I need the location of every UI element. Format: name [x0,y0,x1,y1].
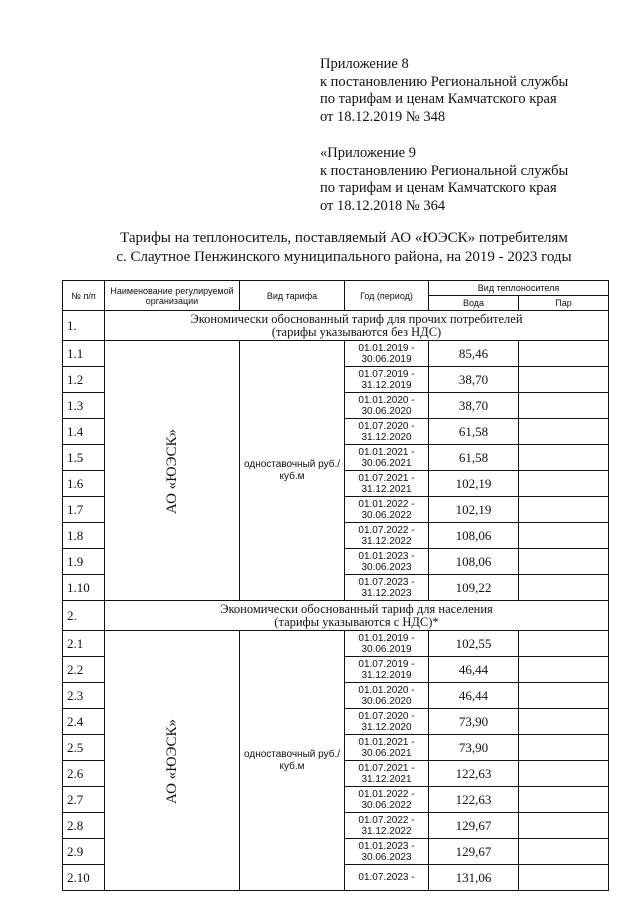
steam-value [519,575,609,601]
steam-value [519,631,609,657]
section-title: Экономически обоснованный тариф для населения [220,601,493,616]
title-line: Тарифы на теплоноситель, поставляемый АО «ЮЭСК» потребителям [120,230,568,246]
section-row [63,311,609,341]
row-num: 2.1 [63,631,105,657]
period-cell: 01.07.2019 - 31.12.2019 [345,367,429,393]
period-cell: 01.07.2023 - 31.12.2023 [345,575,429,601]
appendix-line: по тарифам и ценам Камчатского края [320,180,557,196]
period-cell: 01.01.2019 - 30.06.2019 [345,341,429,367]
water-value: 122,63 [429,787,519,813]
row-num: 2.5 [63,735,105,761]
period-cell: 01.07.2021 - 31.12.2021 [345,761,429,787]
row-num: 2.3 [63,683,105,709]
row-num: 2.10 [63,865,105,891]
period-cell: 01.01.2019 - 30.06.2019 [345,631,429,657]
section-row [63,601,609,631]
period-cell: 01.07.2022 - 31.12.2022 [345,523,429,549]
tariff-table [62,280,609,891]
period-cell: 01.07.2023 - [345,865,429,891]
steam-value [519,419,609,445]
title-line: с. Слаутное Пенжинского муниципального района, на 2019 - 2023 годы [116,249,572,265]
period-cell: 01.01.2021 - 30.06.2021 [345,735,429,761]
steam-value [519,683,609,709]
row-num: 1.6 [63,471,105,497]
steam-value [519,393,609,419]
row-num: 1.1 [63,341,105,367]
row-num: 1.7 [63,497,105,523]
table-body [63,311,609,891]
appendix-line: к постановлению Региональной службы [320,162,569,179]
steam-value [519,471,609,497]
water-value: 102,19 [429,471,519,497]
water-value: 109,22 [429,575,519,601]
document-title [64,229,624,267]
row-num: 2.8 [63,813,105,839]
steam-value [519,865,609,891]
org-name: АО «ЮЭСК» [163,428,180,514]
period-cell: 01.01.2021 - 30.06.2021 [345,445,429,471]
steam-value [519,813,609,839]
row-num: 1.10 [63,575,105,601]
appendix-line: от 18.12.2018 № 364 [320,197,446,214]
water-value: 61,58 [429,419,519,445]
appendix-header-old [320,145,568,215]
section-note: (тарифы указываются без НДС) [271,324,442,339]
row-num: 2.6 [63,761,105,787]
period-cell: 01.07.2022 - 31.12.2022 [345,813,429,839]
section-title-cell [105,311,609,341]
org-cell [105,341,240,601]
water-value: 38,70 [429,367,519,393]
period-cell: 01.01.2023 - 30.06.2023 [345,839,429,865]
steam-value [519,761,609,787]
appendix-line: Приложение 8 [320,56,409,72]
appendix-line: от 18.12.2019 № 348 [320,108,446,125]
row-num: 1.2 [63,367,105,393]
section-title-cell [105,601,609,631]
org-name: АО «ЮЭСК» [163,718,180,804]
period-cell: 01.07.2020 - 31.12.2020 [345,709,429,735]
row-num: 2.9 [63,839,105,865]
water-value: 122,63 [429,761,519,787]
water-value: 108,06 [429,523,519,549]
steam-value [519,549,609,575]
steam-value [519,523,609,549]
water-value: 131,06 [429,865,519,891]
row-num: 1.5 [63,445,105,471]
water-value: 46,44 [429,683,519,709]
steam-value [519,709,609,735]
water-value: 61,58 [429,445,519,471]
row-num: 1.8 [63,523,105,549]
period-cell: 01.01.2020 - 30.06.2020 [345,683,429,709]
steam-value [519,367,609,393]
appendix-line: к постановлению Региональной службы [320,73,569,90]
water-value: 73,90 [429,735,519,761]
steam-value [519,497,609,523]
period-cell: 01.01.2020 - 30.06.2020 [345,393,429,419]
table-row [63,631,609,657]
period-cell: 01.07.2019 - 31.12.2019 [345,657,429,683]
steam-value [519,341,609,367]
water-value: 129,67 [429,813,519,839]
water-value: 85,46 [429,341,519,367]
row-num: 1.3 [63,393,105,419]
steam-value [519,735,609,761]
header-org: Наименование регулируемой организации [105,281,240,311]
header-period: Год (период) [345,281,429,311]
period-cell: 01.07.2021 - 31.12.2021 [345,471,429,497]
steam-value [519,787,609,813]
steam-value [519,445,609,471]
row-num: 2.7 [63,787,105,813]
row-num: 2.2 [63,657,105,683]
water-value: 129,67 [429,839,519,865]
section-num: 2. [63,601,105,631]
period-cell: 01.01.2022 - 30.06.2022 [345,497,429,523]
row-num: 1.4 [63,419,105,445]
table-row [63,341,609,367]
tariff-type-cell: одноставочный руб./куб.м [240,341,345,601]
section-title: Экономически обоснованный тариф для прочих потребителей [190,311,523,326]
org-cell [105,631,240,891]
header-steam: Пар [519,296,609,311]
water-value: 102,55 [429,631,519,657]
water-value: 73,90 [429,709,519,735]
steam-value [519,657,609,683]
header-water: Вода [429,296,519,311]
water-value: 46,44 [429,657,519,683]
section-num: 1. [63,311,105,341]
period-cell: 01.01.2023 - 30.06.2023 [345,549,429,575]
appendix-line: «Приложение 9 [320,145,416,161]
row-num: 2.4 [63,709,105,735]
water-value: 38,70 [429,393,519,419]
water-value: 108,06 [429,549,519,575]
appendix-header-new [320,56,568,126]
period-cell: 01.07.2020 - 31.12.2020 [345,419,429,445]
appendix-line: по тарифам и ценам Камчатского края [320,91,557,107]
section-note: (тарифы указываются с НДС)* [274,614,439,629]
header-tariff-type: Вид тарифа [240,281,345,311]
tariff-type-cell: одноставочный руб./куб.м [240,631,345,891]
header-carrier: Вид теплоносителя [429,281,609,296]
row-num: 1.9 [63,549,105,575]
period-cell: 01.01.2022 - 30.06.2022 [345,787,429,813]
steam-value [519,839,609,865]
water-value: 102,19 [429,497,519,523]
header-num: № п/п [63,281,105,311]
